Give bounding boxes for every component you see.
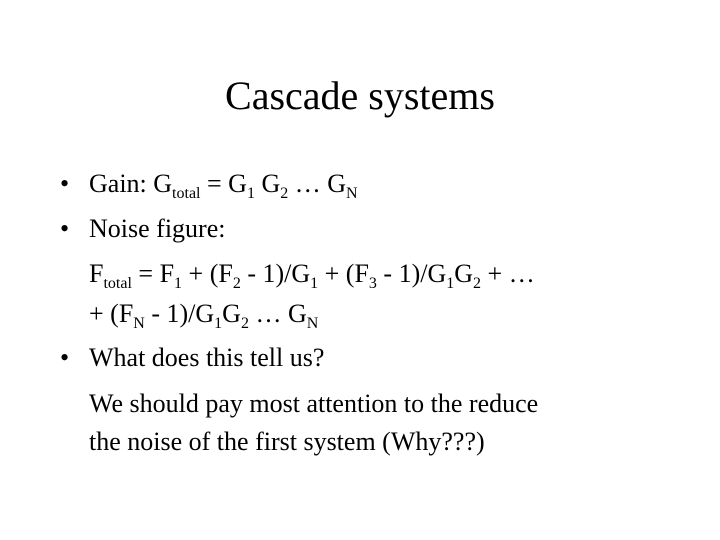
noise-formula-line-2: + $(F_N - 1)/G_1G_2$ … $G_N$ [89,299,319,332]
bullet-icon: • [60,214,70,243]
noise-figure-label: Noise figure: [89,214,226,243]
question-text: What does this tell us? [89,343,325,372]
bullet-icon: • [60,169,70,198]
answer-line-2: the noise of the first system (Why???) [89,427,485,456]
bullet-icon: • [60,343,70,372]
gain-line: Gain: $G_{total} = G_1$ $G_2$ … $G_N$ [89,169,358,202]
answer-line-1: We should pay most attention to the reduce [89,389,539,418]
slide-title: Cascade systems [225,73,495,118]
noise-formula-line-1: $F_{total} = F_1 + (F_2 - 1)/G_1 + (F_3 - 1)/G_1G_2$ + … [89,259,535,292]
